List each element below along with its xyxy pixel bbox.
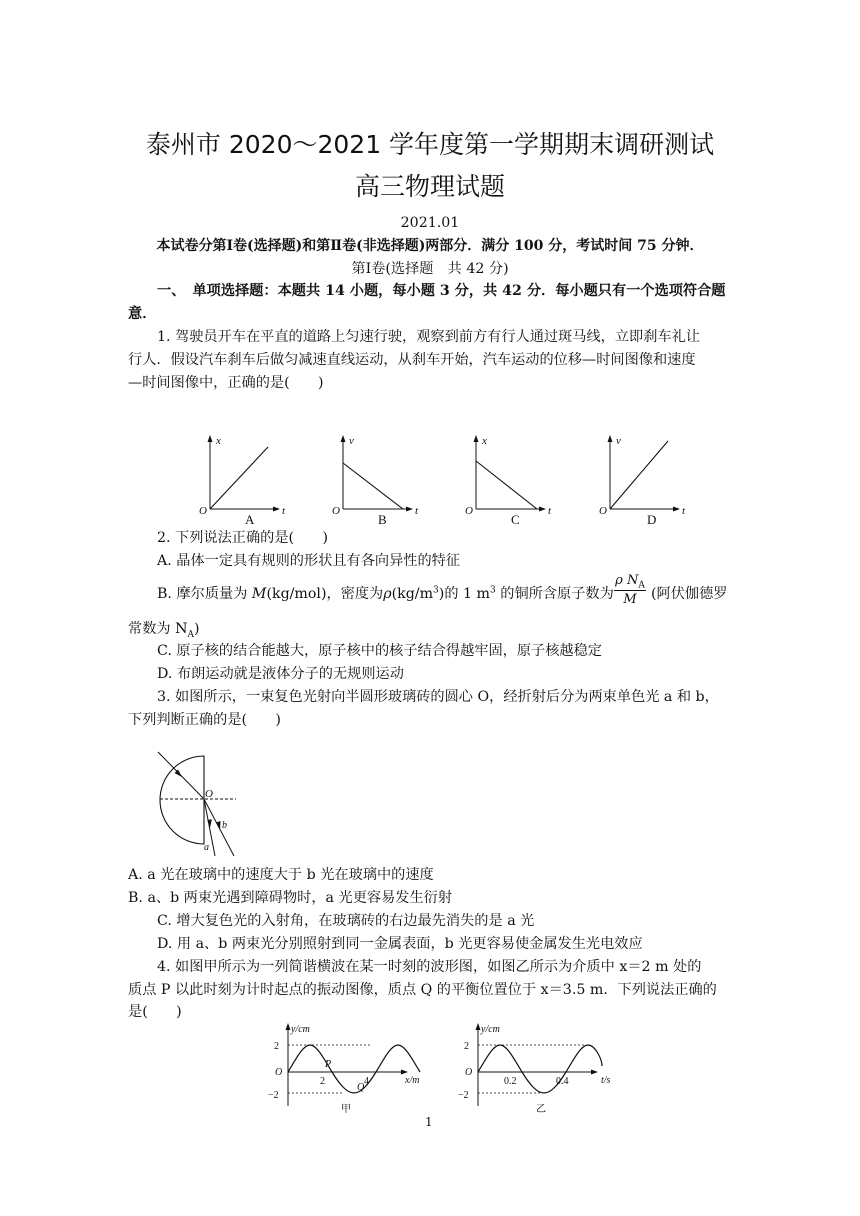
q4-line3: 是( )	[128, 1004, 182, 1020]
yi-caption: 乙	[536, 1104, 546, 1115]
q3-beam-b-label: b	[222, 820, 227, 831]
jia-caption: 甲	[341, 1104, 351, 1115]
q1-c-xaxis-label: t	[548, 505, 552, 517]
yi-tick-x-04: 0.4	[556, 1076, 569, 1087]
q1-a-yaxis-label: x	[216, 435, 221, 447]
q2-option-d: D. 布朗运动就是液体分子的无规则运动	[157, 666, 404, 682]
q1-c-label: C	[511, 512, 520, 527]
jia-tick-x-2: 2	[320, 1076, 325, 1087]
q1-line3: —时间图像中，正确的是( )	[128, 375, 324, 391]
q3-center-o: O	[205, 788, 213, 800]
yi-tick-x-02: 0.2	[504, 1076, 517, 1087]
q1-line2: 行人．假设汽车刹车后做匀减速直线运动，从刹车开始，汽车运动的位移—时间图像和速度	[128, 352, 696, 368]
q4-graph-yi	[452, 1020, 627, 1115]
q3-option-d: D. 用 a、b 两束光分别照射到同一金属表面，b 光更容易使金属发生光电效应	[157, 936, 643, 952]
q2-option-b-line2: 常数为 $N_A$)	[128, 621, 200, 640]
q1-graph-a	[196, 433, 286, 528]
jia-xlabel: x/m	[405, 1075, 420, 1086]
q2-fraction: ρ $N_A$ M	[615, 573, 645, 607]
exam-date: 2021.01	[400, 215, 460, 231]
yi-xlabel: t/s	[601, 1075, 611, 1086]
q1-a-label: A	[245, 512, 255, 527]
exam-title: 泰州市 2020～2021 学年度第一学期期末调研测试	[145, 130, 715, 159]
q4-line1: 4. 如图甲所示为一列简谐横波在某一时刻的波形图，如图乙所示为介质中 x＝2 m 处的	[157, 959, 702, 975]
q1-graph-c	[462, 433, 552, 528]
jia-point-q: Q	[357, 1082, 365, 1093]
section-one-line2: 意．	[128, 306, 157, 322]
part-one-heading: 第Ⅰ卷(选择题 共 42 分)	[351, 261, 509, 277]
q3-option-c: C. 增大复色光的入射角，在玻璃砖的右边最先消失的是 a 光	[157, 913, 535, 929]
q4-line2: 质点 P 以此时刻为计时起点的振动图像，质点 Q 的平衡位置位于 x＝3.5 m．下列说法正确的	[128, 982, 717, 998]
q1-a-xaxis-label: t	[282, 505, 286, 517]
q2-option-b: B. 摩尔质量为 M(kg/mol)，密度为$\rho(kg/m^3)$的 1 $m^3$ 的铜所含原子数为	[157, 585, 614, 602]
exam-intro: 本试卷分第Ⅰ卷(选择题)和第Ⅱ卷(非选择题)两部分．满分 100 分，考试时间 75 分钟．	[156, 238, 704, 254]
q3-line1: 3. 如图所示，一束复色光射向半圆形玻璃砖的圆心 O，经折射后分为两束单色光 a 和 b，	[157, 689, 719, 705]
q1-d-xaxis-label: t	[682, 505, 686, 517]
yi-origin: O	[465, 1067, 473, 1078]
q4-graph-jia	[262, 1020, 437, 1115]
svg-text:y/cm	[480, 1024, 500, 1035]
section-one-line1: 一、 单项选择题：本题共 14 小题，每小题 3 分，共 42 分．每小题只有一个选项符合题	[157, 283, 726, 299]
svg-text:y/cm	[290, 1024, 310, 1035]
yi-tick-y-2: 2	[464, 1041, 469, 1052]
jia-point-p: P	[325, 1059, 332, 1070]
q3-option-b: B. a、b 两束光遇到障碍物时，a 光更容易发生衍射	[128, 890, 453, 906]
q1-b-xaxis-label: t	[415, 505, 419, 517]
q3-line2: 下列判断正确的是( )	[128, 712, 281, 728]
page-number: 1	[425, 1115, 433, 1129]
jia-tick-x-4: 4	[364, 1076, 369, 1087]
q2-option-c: C. 原子核的结合能越大，原子核中的核子结合得越牢固，原子核越稳定	[157, 643, 602, 659]
q1-b-label: B	[378, 512, 387, 527]
q3-option-a: A. a 光在玻璃中的速度大于 b 光在玻璃中的速度	[128, 867, 434, 883]
q1-graph-d	[596, 433, 686, 528]
q1-graph-b	[329, 433, 419, 528]
jia-tick-y-2: 2	[274, 1041, 279, 1052]
q1-d-label: D	[647, 512, 657, 527]
q2-stem: 2. 下列说法正确的是( )	[157, 530, 328, 546]
jia-origin: O	[275, 1067, 283, 1078]
q1-d-origin: O	[599, 505, 607, 517]
q1-d-yaxis-label: v	[616, 435, 621, 447]
q1-a-origin: O	[199, 505, 207, 517]
yi-ylabel: y/cm	[481, 1024, 500, 1035]
q1-c-yaxis-label: x	[482, 435, 487, 447]
q3-beam-a-label: a	[204, 842, 209, 853]
q1-line1: 1. 驾驶员开车在平直的道路上匀速行驶，观察到前方有行人通过斑马线，立即刹车礼让	[157, 329, 700, 345]
q1-b-origin: O	[332, 505, 340, 517]
yi-tick-y-neg2: −2	[458, 1090, 469, 1101]
q3-figure	[150, 748, 250, 860]
q1-b-yaxis-label: v	[349, 435, 354, 447]
q2-option-a: A. 晶体一定具有规则的形状且有各向异性的特征	[157, 553, 461, 569]
q1-c-origin: O	[465, 505, 473, 517]
q2-option-b-suffix: (阿伏伽德罗	[651, 586, 728, 602]
jia-tick-y-neg2: −2	[268, 1090, 279, 1101]
exam-subtitle: 高三物理试题	[354, 172, 505, 201]
jia-ylabel: y/cm	[291, 1024, 310, 1035]
